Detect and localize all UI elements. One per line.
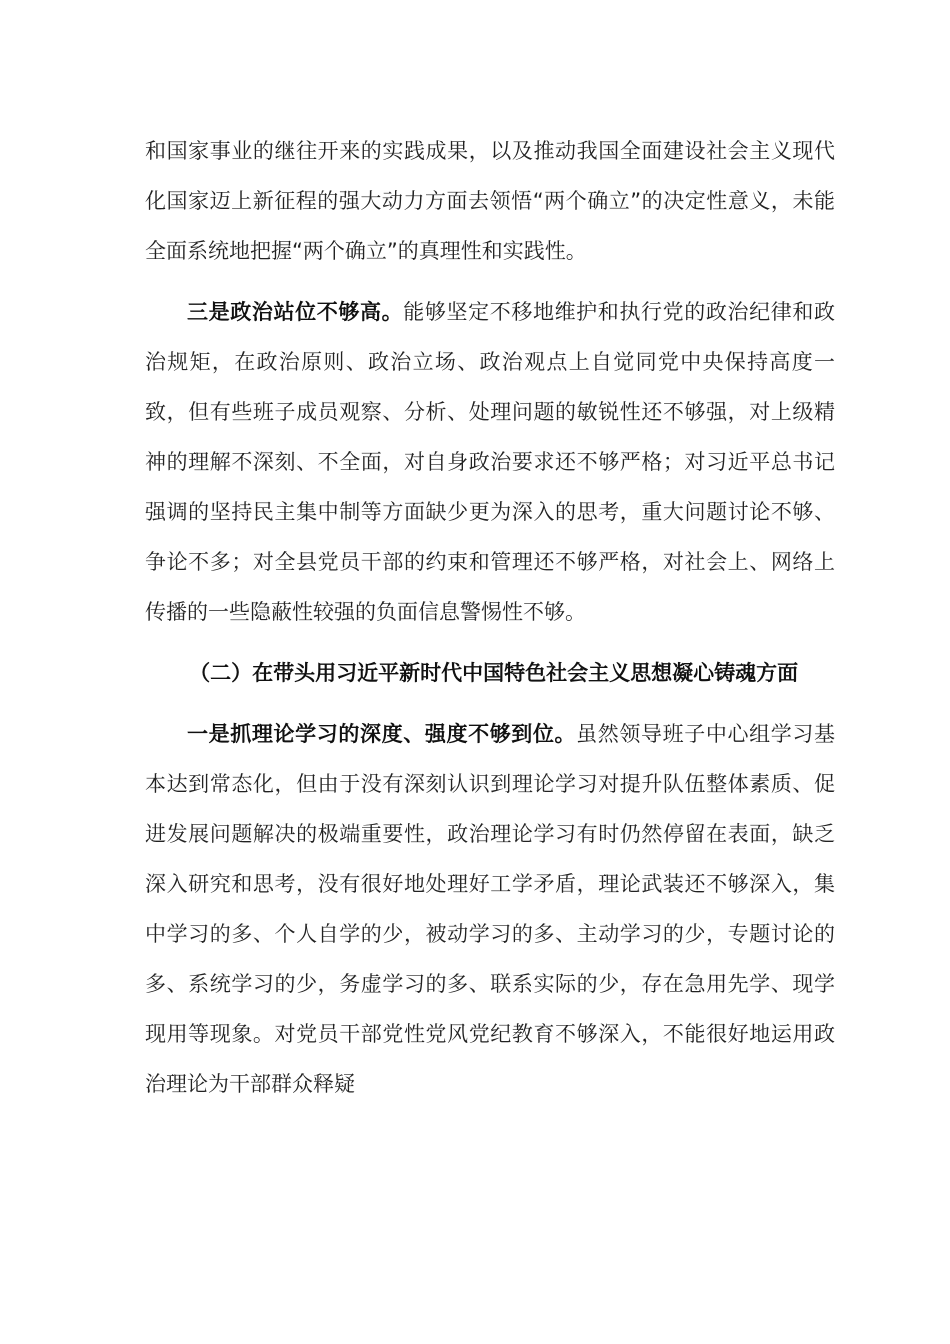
paragraph-text: 虽然领导班子中心组学习基本达到常态化，但由于没有深刻认识到理论学习对提升队伍整体素质、促进发展问题解决的极端重要性，政治理论学习有时仍然停留在表面，缺乏深入研究和思考，没有很好地处理好工学矛盾，理论武装还不够深入，集中学习的多、个人自学的少，被动学习的多、主动学习的少，专题讨论的多、系统学习的少，务虚学习的多、联系实际的少，存在急用先学、现学现用等现象。对党员干部党性党风党纪教育不够深入，不能很好地运用政治理论为干部群众释疑 <box>145 722 835 1096</box>
document-body <box>145 126 835 1109</box>
paragraph-theory-study <box>145 709 835 1109</box>
paragraph-political-stance <box>145 287 835 637</box>
paragraph-text: 能够坚定不移地维护和执行党的政治纪律和政治规矩，在政治原则、政治立场、政治观点上自觉同党中央保持高度一致，但有些班子成员观察、分析、处理问题的敏锐性还不够强，对上级精神的理解不深刻、不全面，对自身政治要求还不够严格；对习近平总书记强调的坚持民主集中制等方面缺少更为深入的思考，重大问题讨论不够、争论不多；对全县党员干部的约束和管理还不够严格，对社会上、网络上传播的一些隐蔽性较强的负面信息警惕性不够。 <box>145 300 836 624</box>
section-heading-text: （二）在带头用习近平新时代中国特色社会主义思想凝心铸魂方面 <box>189 661 799 685</box>
paragraph-lead-bold: 一是抓理论学习的深度、强度不够到位。 <box>187 722 577 746</box>
section-heading <box>145 648 835 698</box>
paragraph-lead-bold: 三是政治站位不够高。 <box>187 300 404 324</box>
paragraph-continuation <box>145 126 835 276</box>
paragraph-text: 和国家事业的继往开来的实践成果，以及推动我国全面建设社会主义现代化国家迈上新征程的强大动力方面去领悟“两个确立”的决定性意义，未能全面系统地把握“两个确立”的真理性和实践性。 <box>145 139 835 263</box>
